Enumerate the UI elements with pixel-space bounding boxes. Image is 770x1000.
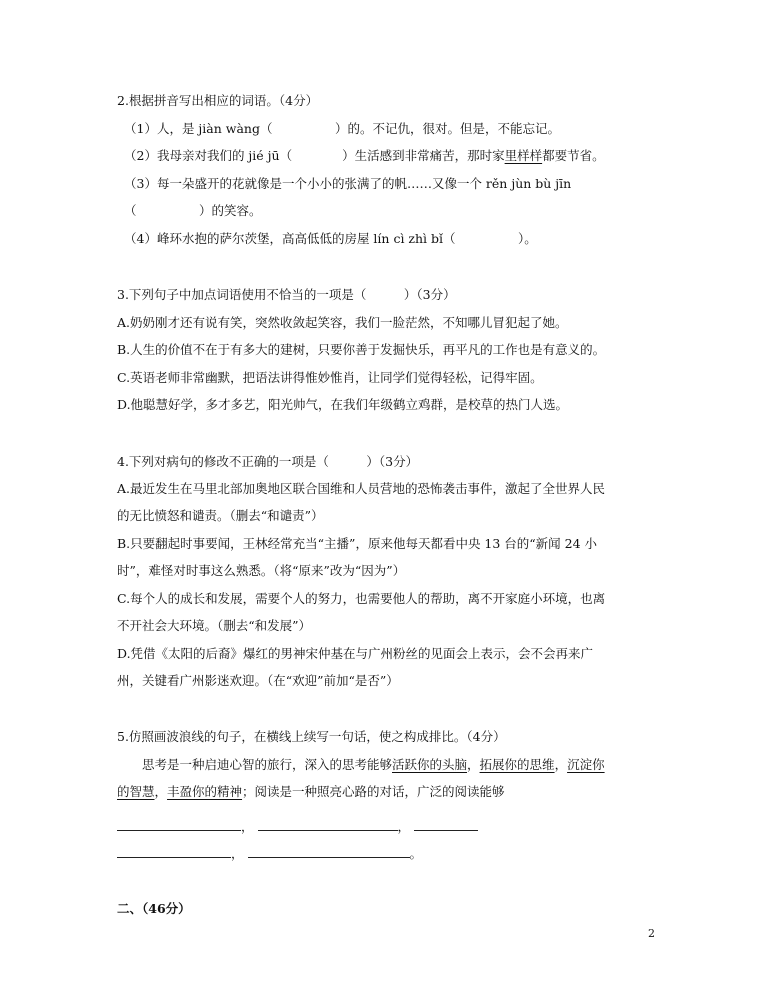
q5-paragraph-line-2: 的智慧，丰盈你的精神；阅读是一种照亮心路的对话，广泛的阅读能够 xyxy=(117,784,505,799)
q4-title: 4.下列对病句的修改不正确的一项是（ ）（3分） xyxy=(117,454,419,469)
q5-paragraph-line-1: 思考是一种启迪心智的旅行，深入的思考能够活跃你的头脑，拓展你的思维，沉淀你 xyxy=(142,757,605,772)
q3-option-b: B.人生的价值不在于有多大的建树，只要你善于发掘快乐，再平凡的工作也是有意义的。 xyxy=(117,342,606,357)
q4-option-a-cont: 的无比愤怒和谴责。（删去“和谴责”） xyxy=(117,508,324,523)
q4-option-a: A.最近发生在马里北部加奥地区联合国维和人员营地的恐怖袭击事件，激起了全世界人民 xyxy=(117,481,606,496)
q4-option-c: C.每个人的成长和发展，需要个人的努力，也需要他人的帮助，离不开家庭小环境，也离 xyxy=(117,591,606,606)
wavy-phrase-3: 沉淀你 xyxy=(567,757,605,772)
q5-answer-line-1: ， ， xyxy=(117,818,478,835)
q2-item-4: （4）峰环水抱的萨尔茨堡，高高低低的房屋 lín cì zhì bǐ（ ）。 xyxy=(124,231,537,246)
q5-title: 5.仿照画波浪线的句子，在横线上续写一句话，使之构成排比。（4分） xyxy=(117,729,506,744)
q2-item-3: （3）每一朵盛开的花就像是一个小小的张满了的帆……又像一个 rěn jùn bù jīn xyxy=(124,176,572,191)
wavy-phrase-1: 活跃你的头脑 xyxy=(392,757,468,772)
q4-option-b-cont: 时”，难怪对时事这么熟悉。（将“原来”改为“因为”） xyxy=(117,563,406,578)
answer-blank[interactable] xyxy=(117,818,241,831)
q2-item-3-cont: （ ）的笑容。 xyxy=(124,203,262,218)
wavy-phrase-2: 拓展你的思维 xyxy=(479,757,555,772)
wavy-phrase-4: 丰盈你的精神 xyxy=(167,784,243,799)
q2-title: 2.根据拼音写出相应的词语。（4分） xyxy=(117,93,319,108)
page-number: 2 xyxy=(648,927,655,940)
q4-option-c-cont: 不开社会大环境。（删去“和发展”） xyxy=(117,618,312,633)
q4-option-d: D.凭借《太阳的后裔》爆红的男神宋仲基在与广州粉丝的见面会上表示，会不会再来广 xyxy=(117,646,594,661)
q4-option-d-cont: 州，关键看广州影迷欢迎。（在“欢迎”前加“是否”） xyxy=(117,673,399,688)
q3-option-c: C.英语老师非常幽默，把语法讲得惟妙惟肖，让同学们觉得轻松，记得牢固。 xyxy=(117,370,543,385)
answer-blank[interactable] xyxy=(258,818,398,831)
q2-item-2: （2）我母亲对我们的 jié jū（ ）生活感到非常痛苦，那时家里样样都要节省。 xyxy=(124,148,605,163)
answer-blank[interactable] xyxy=(414,818,478,831)
answer-blank[interactable] xyxy=(117,845,231,858)
q4-option-b: B.只要翻起时事要闻，王林经常充当“主播”，原来他每天都看中央 13 台的“新闻 24 小 xyxy=(117,536,598,551)
q3-title: 3.下列句子中加点词语使用不恰当的一项是（ ）（3分） xyxy=(117,287,456,302)
section-2-title: 二、（46分） xyxy=(117,901,191,916)
q5-answer-line-2: ， 。 xyxy=(117,845,422,862)
q3-option-a: A.奶奶刚才还有说有笑，突然收敛起笑容，我们一脸茫然，不知哪儿冒犯起了她。 xyxy=(117,315,568,330)
q2-item-1: （1）人，是 jiàn wàng（ ）的。不记仇，很对。但是，不能忘记。 xyxy=(124,121,560,136)
q3-option-d: D.他聪慧好学，多才多艺，阳光帅气，在我们年级鹤立鸡群，是校草的热门人选。 xyxy=(117,397,569,412)
answer-blank[interactable] xyxy=(248,845,410,858)
